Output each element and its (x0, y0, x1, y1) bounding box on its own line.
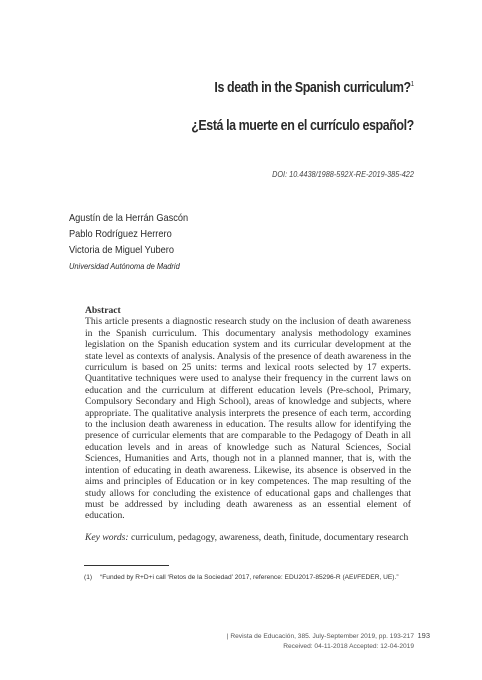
author-name: Pablo Rodríguez Herrero (69, 228, 172, 240)
article-title-es: ¿Está la muerte en el currículo español? (191, 118, 414, 134)
footnote-divider (84, 565, 169, 566)
keywords-label: Key words: (85, 531, 129, 543)
keywords-list: curriculum, pedagogy, awareness, death, finitude, documentary research (131, 531, 409, 543)
footnote (84, 574, 399, 581)
author-name: Agustín de la Herrán Gascón (69, 212, 189, 224)
author-name: Victoria de Miguel Yubero (69, 244, 174, 256)
footnote-text: “Funded by R+D+i call ‘Retos de la Sociedad’ 2017, reference: EDU2017-85296-R (AEI/FEDER, UE).” (100, 574, 399, 581)
abstract-heading: Abstract (85, 305, 121, 316)
doi: DOI: 10.4438/1988-592X-RE-2019-385-422 (272, 169, 414, 179)
footer-dates: Received: 04-11-2018 Accepted: 12-04-2019 (283, 643, 414, 650)
author-block (69, 210, 188, 274)
page-number: 193 (417, 631, 430, 640)
title-footnote-marker: 1 (411, 81, 414, 89)
footer-journal: | Revista de Educación, 385. July-September 2019, pp. 193-217 (226, 633, 414, 640)
author-affiliation: Universidad Autónoma de Madrid (69, 261, 180, 271)
page-footer (227, 632, 414, 652)
abstract-text: This article presents a diagnostic research study on the inclusion of death awareness in the Spanish curriculum. This documentary analysis methodology examines legislation on the Spanish education system and its curricular development at the state level as contexts of analysis. Analysis of the presence of death awareness in the curriculum is based on 25 units: terms and lexical roots selected by 17 experts. Quantitative techniques were used to analyse their frequency in the current laws on education and the curriculum at different education levels (Pre-school, Primary, Compulsory Secondary and High School), areas of knowledge and subjects, where appropriate. The qualitative analysis interprets the presence of each term, according to the inclusion death awareness in education. The results allow for identifying the presence of curricular elements that are comparable to the Pedagogy of Death in all education levels and in areas of knowledge such as Natural Sciences, Social Sciences, Humanities and Arts, though not in a planned manner, that is, with the intention of educating in death awareness. Likewise, its absence is observed in the aims and principles of Education or in key competences. The map resulting of the study allows for concluding the existence of educational gaps and challenges that must be addressed by including death awareness as an essential element of education. (85, 316, 411, 522)
article-title-en (215, 80, 414, 96)
article-title-en-text: Is death in the Spanish curriculum? (214, 80, 412, 96)
abstract-section (85, 305, 411, 543)
footer-journal-text: Revista de Educación, 385. July-September 2019, pp. 193-217 (230, 633, 414, 640)
keywords (85, 532, 411, 543)
footnote-marker: (1) (84, 574, 93, 581)
